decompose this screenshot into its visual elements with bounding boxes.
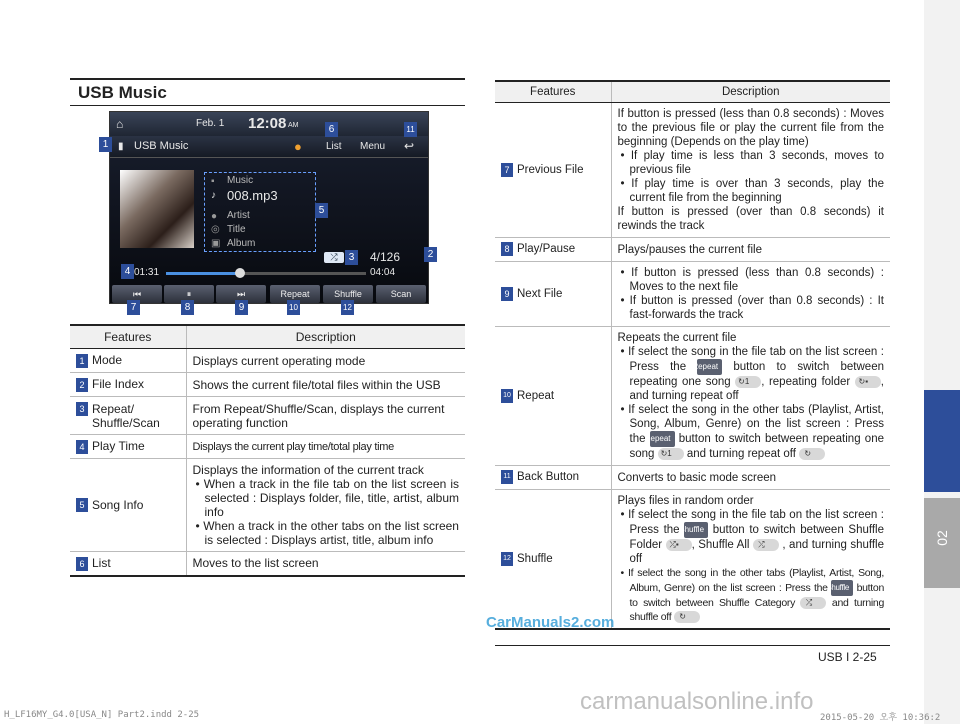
- row-number-badge: 12: [501, 552, 513, 566]
- bullet-text: If button is pressed (over than 0.8 seconds) : It fast-forwards the track: [629, 295, 884, 321]
- total-time: 04:04: [370, 267, 396, 278]
- description-cell: Converts to basic mode screen: [611, 466, 890, 490]
- callout-badge-7: 7: [127, 300, 140, 315]
- row-number-badge: 3: [76, 402, 88, 416]
- shuffle-chip: Shuffle: [831, 580, 853, 596]
- callout-badge-2: 2: [424, 247, 437, 262]
- screen-ampm: AM: [288, 122, 299, 129]
- table-header-row: [495, 81, 890, 103]
- right-features-table: [495, 80, 890, 630]
- header-features: Features: [70, 325, 186, 349]
- album-icon: ▣: [211, 238, 221, 249]
- callout-badge-5: 5: [315, 203, 328, 218]
- callout-badge-6: 6: [325, 122, 338, 137]
- screen-list-button: List: [326, 141, 342, 152]
- screen-status-bar: [110, 112, 429, 136]
- screen-shuffle-button: Shuffle: [323, 285, 373, 303]
- progress-knob: [235, 268, 245, 278]
- callout-badge-9: 9: [235, 300, 248, 315]
- bullet-text: and turning shuffle off: [629, 597, 884, 623]
- left-features-table: [70, 324, 465, 577]
- home-icon: ⌂: [116, 117, 124, 131]
- description-cell: [611, 103, 890, 238]
- row-number-badge: 1: [76, 354, 88, 368]
- row-number-badge: 6: [76, 557, 88, 571]
- header-features: Features: [495, 81, 611, 103]
- header-description: Description: [611, 81, 890, 103]
- feature-name: Mode: [92, 353, 123, 368]
- feature-cell: [495, 490, 611, 630]
- callout-badge-3: 3: [345, 250, 358, 265]
- table-row: [495, 103, 890, 238]
- table-row: [495, 238, 890, 262]
- repeat-chip: Repeat: [650, 431, 675, 447]
- feature-name: Back Button: [517, 471, 580, 484]
- desc-bullet: • If play time is less than 3 seconds, moves to previous file: [620, 150, 884, 176]
- row-number-badge: 2: [76, 378, 88, 392]
- row-number-badge: 9: [501, 287, 513, 301]
- usb-music-screen: [109, 111, 429, 304]
- screen-mode-bar: [110, 136, 429, 158]
- repeat-off-icon: ↻: [799, 448, 825, 460]
- feature-cell: [495, 262, 611, 327]
- bullet-text: When a track in the file tab on the list screen is selected : Displays folder, file, title, artist, album info: [203, 477, 459, 519]
- desc-text: If button is pressed (over than 0.8 seconds) it rewinds the track: [617, 206, 884, 232]
- row-number-badge: 8: [501, 242, 513, 256]
- bullet-text: If play time is less than 3 seconds, moves to previous file: [629, 150, 884, 176]
- feature-cell: [70, 435, 186, 459]
- feature-name: Previous File: [517, 164, 584, 177]
- desc-bullet: • If select the song in the file tab on the list screen : Press the Repeat button to switch between repeating one song ↻1 , repeating folder ↻▪ , and turning repeat off: [620, 346, 884, 402]
- feature-cell: [70, 397, 186, 435]
- bullet-text: If button is pressed (less than 0.8 seconds) : Moves to the next file: [629, 267, 884, 293]
- bullet-text: and turning repeat off: [686, 448, 796, 460]
- bullet-text: , repeating folder: [761, 376, 851, 388]
- shuffle-chip: Shuffle: [684, 522, 708, 538]
- bullet-text: button to switch between Shuffle Folder: [629, 524, 885, 551]
- table-header-row: [70, 325, 465, 349]
- desc-text: If button is pressed (less than 0.8 seconds) : Moves to the previous file or play the current file from the beginning (Depends on the play time): [617, 108, 884, 148]
- title-icon: ◎: [211, 224, 220, 235]
- bullet-text: button to switch between repeating one song: [629, 361, 884, 388]
- bullet-text: If select the song in the other tabs (Playlist, Artist, Song, Album, Genre) on the list screen : Press the: [628, 404, 884, 446]
- album-name: Album: [227, 238, 256, 249]
- chapter-side-tab: [924, 0, 960, 724]
- desc-bullet: • When a track in the file tab on the list screen is selected : Displays folder, file, title, artist, album info: [195, 477, 459, 519]
- desc-bullet: • If button is pressed (less than 0.8 seconds) : Moves to the next file: [620, 267, 884, 293]
- header-description: Description: [186, 325, 465, 349]
- watermark-small: CarManuals2.com: [486, 614, 615, 631]
- shuffle-status-icon: ⤮: [324, 252, 344, 263]
- progress-fill: [166, 272, 240, 275]
- desc-bullet: • If select the song in the other tabs (Playlist, Artist, Song, Album, Genre) on the list screen : Press the Repeat button to switch between repeating one song ↻1 and turning repeat off ↻: [620, 404, 884, 460]
- table-row: [70, 435, 465, 459]
- row-number-badge: 7: [501, 163, 513, 177]
- footer-rule: [495, 645, 890, 646]
- description-cell: Plays/pauses the current file: [611, 238, 890, 262]
- bullet-text: If select the song in the file tab on the list screen : Press the: [628, 509, 884, 537]
- bullet-text: If play time is over than 3 seconds, play the current file from the beginning: [629, 178, 884, 204]
- repeat-one-icon: ↻1: [735, 376, 761, 388]
- bullet-text: When a track in the other tabs on the list screen is selected : Displays artist, title, album info: [203, 519, 459, 547]
- screen-repeat-button: Repeat: [270, 285, 320, 303]
- chapter-number: 02: [934, 530, 950, 546]
- print-slug: H_LF16MY_G4.0[USA_N] Part2.indd 2-25: [4, 710, 200, 720]
- desc-bullet: • If select the song in the other tabs (Playlist, Artist, Song, Album, Genre) on the list screen : Press the Shuffle button to switch between Shuffle Category ⤮ and turning shuffle off ↻: [620, 567, 885, 623]
- feature-name: List: [92, 556, 111, 570]
- shuffle-off-icon: ↻: [674, 611, 700, 623]
- bullet-text: If select the song in the file tab on the list screen : Press the: [628, 346, 884, 374]
- description-cell: From Repeat/Shuffle/Scan, displays the current operating function: [186, 397, 465, 435]
- shuffle-all-icon: ⤮: [753, 539, 779, 551]
- desc-text: Plays files in random order: [617, 495, 754, 507]
- artist-icon: ●: [211, 211, 218, 222]
- desc-bullet: • If select the song in the file tab on the list screen : Press the Shuffle button to switch between Shuffle Folder ⤮▪ , Shuffle All ⤮ , and turning shuffle off: [620, 509, 885, 565]
- bullet-text: button to switch between repeating one song: [629, 433, 884, 460]
- table-row: [70, 373, 465, 397]
- shuffle-category-icon: ⤮: [800, 597, 826, 609]
- progress-track: [166, 272, 366, 275]
- bullet-text: , Shuffle All: [691, 539, 750, 551]
- page-number: USB I 2-25: [818, 650, 877, 664]
- feature-name: Song Info: [92, 497, 144, 512]
- feature-name: Repeat/ Shuffle/Scan: [92, 401, 160, 430]
- description-cell: [611, 262, 890, 327]
- desc-bullet: • When a track in the other tabs on the list screen is selected : Displays artist, title, album info: [195, 519, 459, 547]
- song-title: Title: [227, 224, 246, 235]
- description-cell: Shows the current file/total files within the USB: [186, 373, 465, 397]
- callout-badge-4: 4: [121, 264, 134, 279]
- table-row: [495, 262, 890, 327]
- table-row: [495, 327, 890, 466]
- song-info-box: [204, 172, 316, 252]
- callout-badge-10: 10: [287, 300, 300, 315]
- feature-name: Shuffle: [517, 553, 553, 566]
- desc-text: Repeats the current file: [617, 332, 737, 344]
- folder-name: Music: [227, 175, 254, 186]
- feature-name: Play/Pause: [517, 243, 576, 256]
- description-cell: [611, 490, 890, 630]
- watermark-large: carmanualsonline.info: [580, 688, 814, 715]
- screen-scan-button: Scan: [376, 285, 426, 303]
- back-icon: ↩: [404, 139, 415, 153]
- table-row: [495, 466, 890, 490]
- file-index: 4/126: [370, 250, 401, 264]
- feature-name: File Index: [92, 377, 145, 392]
- description-cell: [186, 459, 465, 552]
- description-cell: Displays the current play time/total play time: [186, 435, 465, 459]
- bullet-text: button to switch between Shuffle Category: [629, 581, 884, 609]
- bullet-text: , and turning shuffle off: [629, 539, 884, 565]
- note-icon: ♪: [211, 190, 216, 201]
- table-row: [70, 397, 465, 435]
- feature-name: Next File: [517, 288, 563, 301]
- chapter-tab-active: [924, 390, 960, 492]
- screen-pause-button: ⏸: [164, 285, 214, 303]
- repeat-folder-icon: ↻▪: [855, 376, 881, 388]
- feature-cell: [70, 373, 186, 397]
- bullet-text: If select the song in the other tabs (Playlist, Artist, Song, Album, Genre) on the list screen : Press the: [627, 567, 885, 594]
- section-title-bar: [70, 78, 465, 106]
- table-row: [495, 490, 890, 630]
- shuffle-folder-icon: ⤮▪: [666, 539, 692, 551]
- usb-icon: ▮: [118, 141, 124, 152]
- section-title: USB Music: [78, 83, 167, 102]
- desc-bullet: • If play time is over than 3 seconds, play the current file from the beginning: [620, 178, 884, 204]
- row-number-badge: 5: [76, 498, 88, 512]
- screen-time: 12:08: [248, 115, 287, 132]
- callout-badge-8: 8: [181, 300, 194, 315]
- row-number-badge: 11: [501, 470, 513, 484]
- elapsed-time: 01:31: [134, 267, 160, 278]
- print-slug-date: 2015-05-20 오후 10:36:2: [820, 713, 941, 723]
- folder-icon: ▪: [211, 176, 215, 187]
- feature-cell: [495, 466, 611, 490]
- artist-name: Artist: [227, 210, 250, 221]
- feature-cell: [495, 103, 611, 238]
- row-number-badge: 10: [501, 389, 513, 403]
- screen-mode-label: USB Music: [134, 140, 189, 152]
- description-cell: Moves to the list screen: [186, 552, 465, 576]
- description-cell: [611, 327, 890, 466]
- desc-bullet: • If button is pressed (over than 0.8 seconds) : It fast-forwards the track: [620, 295, 884, 321]
- repeat-chip: Repeat: [697, 359, 722, 375]
- feature-cell: [495, 238, 611, 262]
- description-cell: Displays current operating mode: [186, 349, 465, 373]
- table-row: [70, 552, 465, 576]
- screen-prev-button: ⏮: [112, 285, 162, 303]
- feature-cell: [70, 349, 186, 373]
- callout-badge-1: 1: [99, 137, 112, 152]
- feature-name: Repeat: [517, 390, 555, 403]
- feature-cell: [70, 459, 186, 552]
- table-row: [70, 349, 465, 373]
- row-number-badge: 4: [76, 440, 88, 454]
- screen-next-button: ⏭: [216, 285, 266, 303]
- desc-text: Displays the information of the current track: [192, 463, 424, 477]
- callout-badge-11: 11: [404, 122, 417, 137]
- file-name: 008.mp3: [227, 188, 278, 203]
- album-art: [120, 170, 194, 248]
- screen-date: Feb. 1: [196, 118, 225, 129]
- repeat-one-icon: ↻1: [658, 448, 684, 460]
- feature-name: Play Time: [92, 439, 145, 454]
- screen-menu-button: Menu: [360, 141, 386, 152]
- bullet-text: , and turning repeat off: [629, 376, 884, 402]
- feature-cell: [495, 327, 611, 466]
- feature-cell: [70, 552, 186, 576]
- table-row: [70, 459, 465, 552]
- hd-radio-icon: ●: [294, 139, 302, 154]
- callout-badge-12: 12: [341, 300, 354, 315]
